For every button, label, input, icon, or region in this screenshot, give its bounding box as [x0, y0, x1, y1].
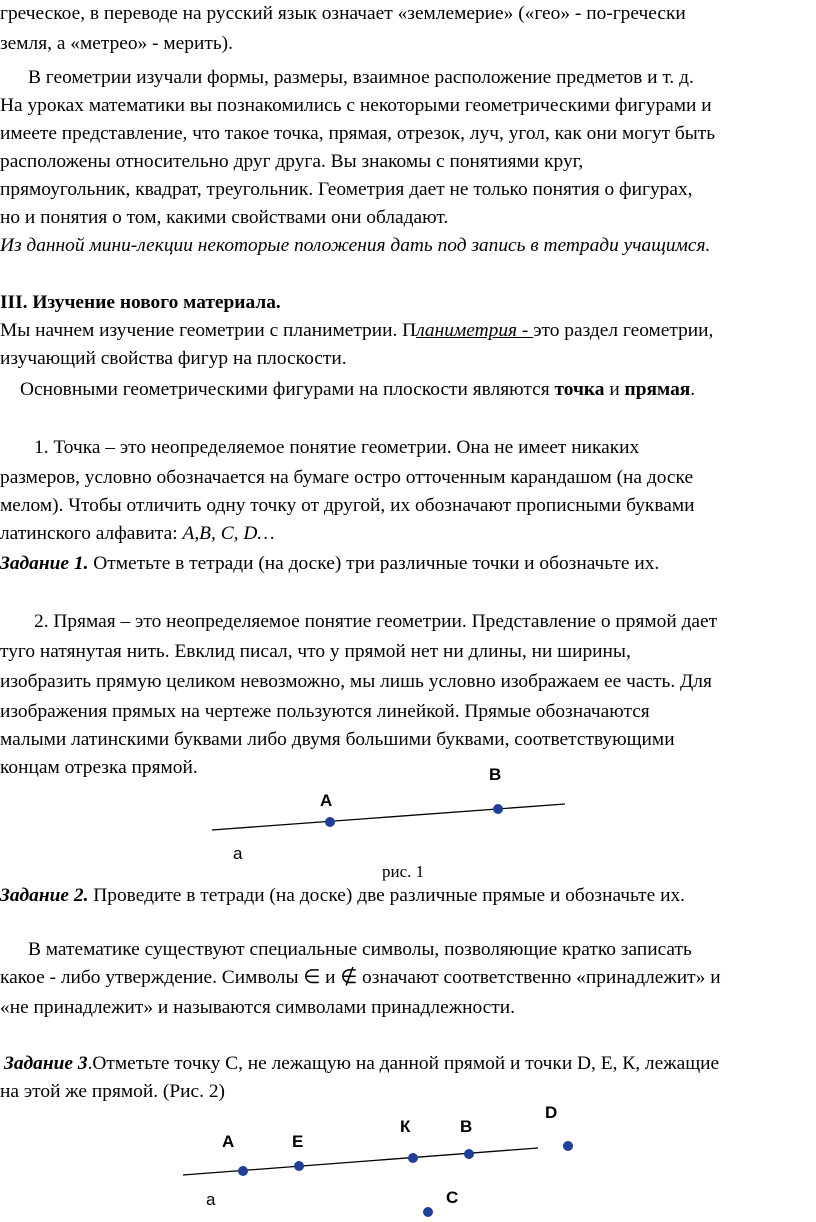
- figure-1-caption: рис. 1: [382, 862, 425, 881]
- label-k: К: [400, 1117, 411, 1136]
- para2-line6: но и понятия о том, какими свойствами они обладают.: [0, 207, 449, 228]
- task3-line2: на этой же прямой. (Рис. 2): [0, 1081, 225, 1102]
- symbols-line2: какое - либо утверждение. Символы ∈ и ∉ означают соответственно «принадлежит» и: [0, 967, 721, 988]
- point-d-dot: [563, 1141, 573, 1151]
- planimetry-term: ланиметрия -: [416, 320, 534, 341]
- para2-line5: прямоугольник, квадрат, треугольник. Геометрия дает не только понятия о фигурах,: [0, 179, 693, 200]
- symbols-line3: «не принадлежит» и называются символами принадлежности.: [0, 997, 515, 1018]
- line-line6: концам отрезка прямой.: [0, 757, 198, 778]
- point-e-dot: [294, 1161, 304, 1171]
- point-c-dot: [423, 1207, 433, 1217]
- point-b-dot-fig2: [464, 1149, 474, 1159]
- line-line5: малыми латинскими буквами либо двумя большими буквами, соответствующими: [0, 729, 675, 750]
- para1-line2: земля, а «метрео» - мерить).: [0, 33, 233, 54]
- label-a: A: [320, 791, 333, 810]
- section-line2: изучающий свойства фигур на плоскости.: [0, 348, 347, 369]
- point-k-dot: [408, 1153, 418, 1163]
- point-line4: латинского алфавита: A,B, C, D…: [0, 523, 275, 544]
- label-a-fig2: А: [222, 1132, 235, 1151]
- label-e: Е: [292, 1132, 304, 1151]
- label-c: С: [446, 1188, 459, 1207]
- task1: Задание 1. Отметьте в тетради (на доске) три различные точки и обозначьте их.: [0, 553, 660, 574]
- para2-line3: имеете представление, что такое точка, прямая, отрезок, луч, угол, как они могут быть: [0, 123, 716, 144]
- label-b-fig2: В: [460, 1117, 473, 1136]
- para2-line4: расположены относительно друг друга. Вы знакомы с понятиями круг,: [0, 151, 584, 172]
- point-line1: 1. Точка – это неопределяемое понятие геометрии. Она не имеет никаких: [34, 437, 640, 458]
- label-b: B: [489, 765, 502, 784]
- symbols-line1: В математике существуют специальные символы, позволяющие кратко записать: [28, 939, 692, 960]
- point-a-dot-fig2: [238, 1166, 248, 1176]
- line-line2: туго натянутая нить. Евклид писал, что у прямой нет ни длины, ни ширины,: [0, 641, 631, 662]
- section-heading: III. Изучение нового материала.: [0, 292, 281, 313]
- line-line1: 2. Прямая – это неопределяемое понятие геометрии. Представление о прямой дает: [34, 611, 718, 632]
- para1-line1: греческое, в переводе на русский язык означает «землемерие» («гео» - по-гречески: [0, 3, 686, 24]
- section-line1: Мы начнем изучение геометрии с планиметрии. Планиметрия - это раздел геометрии,: [0, 320, 714, 341]
- label-line-a: а: [233, 844, 243, 863]
- para2-line1: В геометрии изучали формы, размеры, взаимное расположение предметов и т. д.: [28, 67, 694, 88]
- para2-line2: На уроках математики вы познакомились с некоторыми геометрическими фигурами и: [0, 95, 712, 116]
- line-a-fig2: [183, 1148, 538, 1175]
- para2-note: Из данной мини-лекции некоторые положения дать под запись в тетради учащимся.: [0, 235, 711, 256]
- task2: Задание 2. Проведите в тетради (на доске) две различные прямые и обозначьте их.: [0, 885, 686, 906]
- line-line3: изобразить прямую целиком невозможно, мы лишь условно изображаем ее часть. Для: [0, 671, 712, 692]
- point-line3: мелом). Чтобы отличить одну точку от другой, их обозначают прописными буквами: [0, 495, 695, 516]
- section-line3: Основными геометрическими фигурами на плоскости являются точка и прямая.: [20, 379, 696, 400]
- task3: Задание 3.Отметьте точку С, не лежащую на данной прямой и точки D, E, К, лежащие: [4, 1053, 720, 1074]
- label-d: D: [545, 1103, 558, 1122]
- point-line2: размеров, условно обозначается на бумаге остро отточенным карандашом (на доске: [0, 467, 694, 488]
- line-line4: изображения прямых на чертеже пользуются линейкой. Прямые обозначаются: [0, 701, 650, 722]
- label-line-a-fig2: а: [206, 1190, 216, 1209]
